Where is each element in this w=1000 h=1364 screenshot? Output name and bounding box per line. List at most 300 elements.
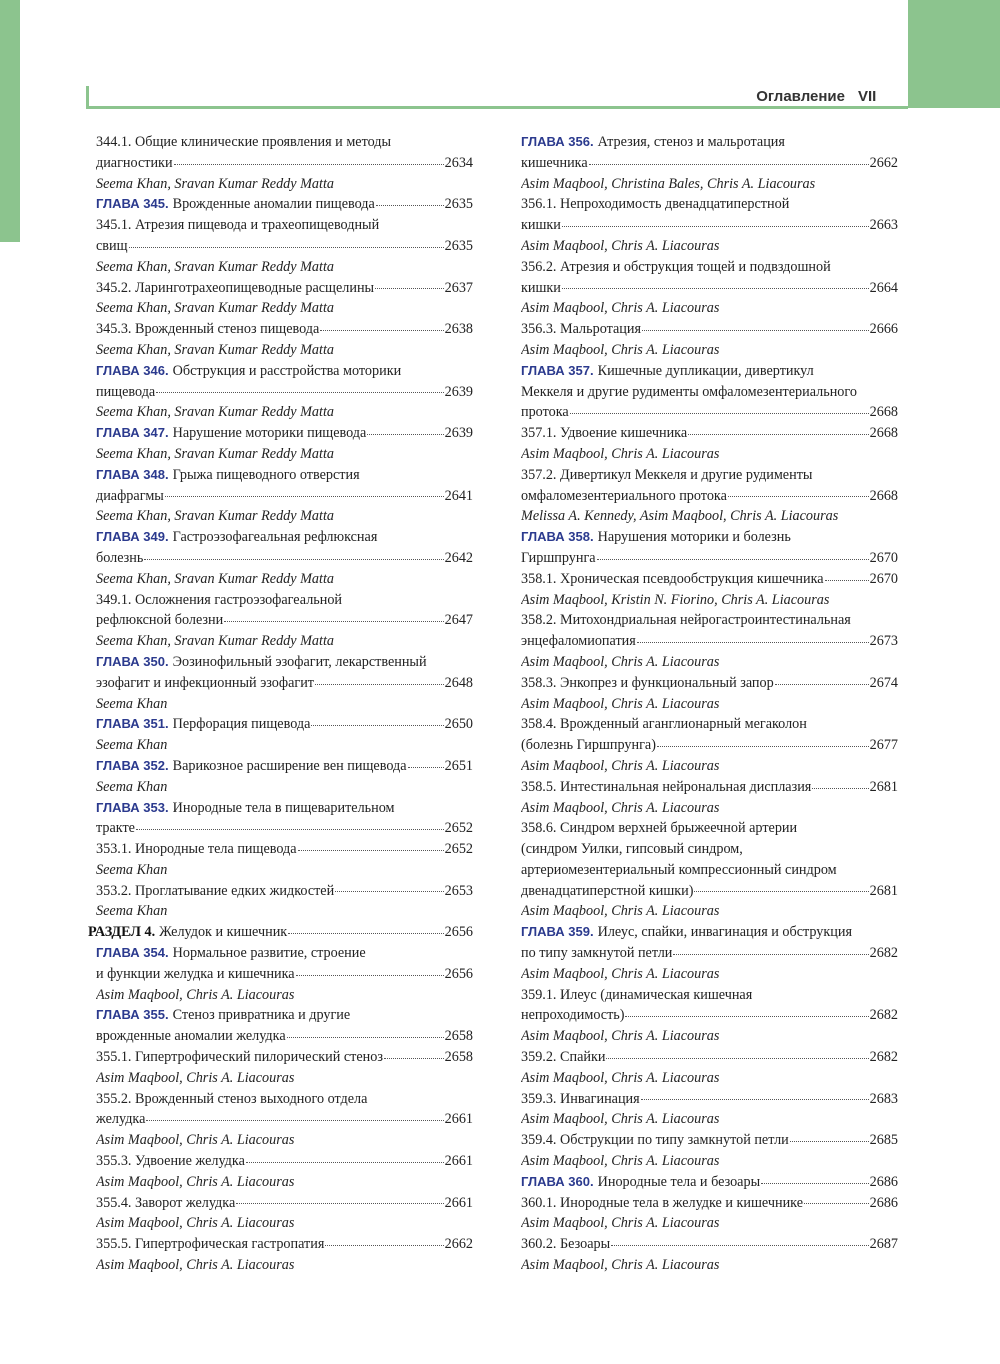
toc-entry[interactable] [521,278,898,299]
entry-title: Атрезия, стеноз и мальротация [597,134,785,150]
toc-entry[interactable] [521,735,898,756]
entry-title: диафрагмы [96,487,164,504]
page-ref: 2683 [869,1090,898,1107]
dot-leader [657,745,869,747]
toc-author [521,444,898,465]
dot-leader [384,1057,444,1059]
chapter-label: ГЛАВА 349. [96,529,169,545]
entry-title: желудка [96,1111,146,1128]
page-ref: 2637 [444,279,473,296]
toc-entry-line [96,943,473,964]
page-ref: 2673 [869,633,898,650]
page-ref: 2670 [869,570,898,587]
dot-leader [224,620,443,622]
entry-title: 358.5. Интестинальная нейрональная дисплазия [521,778,812,795]
chapter-label: ГЛАВА 353. [96,799,169,815]
toc-entry[interactable] [96,1026,473,1047]
toc-author [521,798,898,819]
dot-leader [165,495,444,497]
toc-entry[interactable] [521,1193,898,1214]
toc-entry[interactable] [96,714,473,735]
toc-author [96,298,473,319]
entry-title: 344.1. Общие клинические проявления и методы [96,134,392,150]
dot-leader [562,287,869,289]
chapter-label: ГЛАВА 348. [96,466,169,482]
toc-entry-line [521,985,898,1006]
toc-entry[interactable] [96,319,473,340]
entry-title: 345.1. Атрезия пищевода и трахеопищеводный [96,217,380,234]
toc-entry[interactable] [96,610,473,631]
author-names: Seema Khan [96,695,168,712]
dot-leader [288,932,443,934]
page-ref: 2656 [444,924,473,941]
dot-leader [688,433,868,435]
page-ref: 2635 [444,237,473,254]
toc-author [96,569,473,590]
toc-entry[interactable] [96,1109,473,1130]
dot-leader [287,1036,444,1038]
toc-entry[interactable] [96,839,473,860]
page-ref: 2662 [444,1236,473,1253]
toc-entry-line [521,465,898,486]
page-ref: 2661 [444,1111,473,1128]
author-names: Asim Maqbool, Chris A. Liacouras [521,1069,720,1086]
page-ref: 2668 [869,425,898,442]
entry-title: Эозинофильный эзофагит, лекарственный [172,653,427,670]
entry-title: 355.3. Удвоение желудка [96,1153,245,1170]
dot-leader [408,766,444,768]
toc-entry[interactable] [96,236,473,257]
author-names: Asim Maqbool, Chris A. Liacouras [521,695,720,712]
toc-author [96,402,473,423]
page-ref: 2686 [869,1194,898,1211]
toc-entry[interactable] [521,631,898,652]
dot-leader [775,683,869,685]
chapter-label: ГЛАВА 346. [96,362,169,378]
dot-leader [335,890,443,892]
toc-author [96,631,473,652]
toc-author [96,340,473,361]
author-names: Asim Maqbool, Chris A. Liacouras [96,1132,295,1149]
toc-entry[interactable] [96,1047,473,1068]
chapter-label: ГЛАВА 355. [96,1007,169,1023]
entry-title: омфаломезентериального протока [521,487,727,504]
page-ref: 2647 [444,612,473,629]
page-ref: 2656 [444,965,473,982]
chapter-label: ГЛАВА 360. [521,1173,594,1189]
entry-title: по типу замкнутой петли [521,945,673,962]
author-names: Asim Maqbool, Chris A. Liacouras [521,1215,720,1232]
author-names: Seema Khan [96,737,168,754]
dot-leader [625,1015,868,1017]
toc-entry[interactable] [96,486,473,507]
page-ref: 2681 [869,778,898,795]
entry-title: 357.1. Удвоение кишечника [521,425,688,442]
entry-title: Стеноз привратника и другие [172,1007,351,1024]
entry-title: Обструкция и расстройства моторики [172,362,402,379]
toc-entry[interactable] [96,382,473,403]
entry-title: Грыжа пищеводного отверстия [172,466,360,483]
toc-entry-line [521,132,898,153]
dot-leader [597,558,869,560]
entry-title: и функции желудка и кишечника [96,965,295,982]
toc-section[interactable] [88,922,473,943]
dot-leader [298,849,444,851]
toc-author [96,985,473,1006]
dot-leader [320,329,443,331]
toc-author [96,1130,473,1151]
page-ref: 2642 [444,549,473,566]
toc-entry[interactable] [521,1234,898,1255]
toc-entry-line [521,257,898,278]
toc-entry-line [96,1089,473,1110]
toc-author [521,1213,898,1234]
toc-author [521,964,898,985]
toc-author [521,1068,898,1089]
toc-entry[interactable] [521,777,898,798]
entry-title: кишечника [521,154,588,171]
author-names: Seema Khan [96,903,168,920]
toc-column-right [521,132,898,1276]
page-ref: 2651 [444,757,473,774]
toc-entry-line [96,361,473,382]
dot-leader [790,1140,869,1142]
toc-entry-line [521,527,898,548]
entry-title: кишки [521,217,561,234]
page-ref: 2650 [444,716,473,733]
author-names: Asim Maqbool, Chris A. Liacouras [521,237,720,254]
entry-title: пищевода [96,383,156,400]
author-names: Asim Maqbool, Chris A. Liacouras [521,300,720,317]
author-names: Asim Maqbool, Chris A. Liacouras [521,757,720,774]
entry-title: Инородные тела и безоары [597,1173,761,1190]
author-names: Seema Khan [96,861,168,878]
author-names: Asim Maqbool, Chris A. Liacouras [521,965,720,982]
entry-title: Илеус, спайки, инвагинация и обструкция [597,924,853,941]
toc-author [96,694,473,715]
author-names: Asim Maqbool, Chris A. Liacouras [96,1215,295,1232]
page-ref: 2641 [444,487,473,504]
entry-title: Нормальное развитие, строение [172,945,366,962]
entry-title: 353.2. Проглатывание едких жидкостей [96,882,335,899]
author-names: Asim Maqbool, Chris A. Liacouras [521,1257,720,1274]
entry-title: Меккеля и другие рудименты омфаломезентериального [521,383,857,400]
dot-leader [367,433,443,435]
entry-title: 345.3. Врожденный стеноз пищевода [96,321,320,338]
dot-leader [296,974,444,976]
author-names: Seema Khan, Sravan Kumar Reddy Matta [96,300,335,317]
dot-leader [376,204,444,206]
page-ref: 2639 [444,425,473,442]
author-names: Asim Maqbool, Chris A. Liacouras [521,445,720,462]
page-ref: 2662 [869,154,898,171]
chapter-label: ГЛАВА 356. [521,134,594,149]
dot-leader [804,1202,869,1204]
entry-title: 358.2. Митохондриальная нейрогастроинтестинальная [521,612,851,629]
toc-entry[interactable] [521,943,898,964]
toc-entry[interactable] [521,1047,898,1068]
entry-title: 355.5. Гипертрофическая гастропатия [96,1236,325,1253]
entry-title: 359.1. Илеус (динамическая кишечная [521,986,753,1003]
entry-title: 359.3. Инвагинация [521,1090,640,1107]
toc-entry[interactable] [521,153,898,174]
entry-title: протока [521,404,569,421]
toc-entry[interactable] [521,319,898,340]
toc-entry-line [521,194,898,215]
toc-entry[interactable] [521,881,898,902]
author-names: Asim Maqbool, Kristin N. Fiorino, Chris A. Liacouras [521,591,830,608]
entry-title: 355.4. Заворот желудка [96,1194,236,1211]
toc-entry[interactable] [96,548,473,569]
page-ref: 2653 [444,882,473,899]
entry-title: 356.1. Непроходимость двенадцатиперстной [521,196,790,213]
author-names: Seema Khan, Sravan Kumar Reddy Matta [96,404,335,421]
dot-leader [315,683,444,685]
entry-title: 357.2. Дивертикул Меккеля и другие рудименты [521,466,813,483]
section-label: РАЗДЕЛ 4. [88,924,156,941]
toc-author [96,506,473,527]
toc-entry[interactable] [96,964,473,985]
section-title: Желудок и кишечник [159,924,288,941]
toc-entry[interactable] [96,153,473,174]
toc-entry[interactable] [521,215,898,236]
author-names: Asim Maqbool, Chris A. Liacouras [521,1111,720,1128]
toc-author [96,1213,473,1234]
toc-entry[interactable] [96,818,473,839]
page-ref: 2682 [869,1007,898,1024]
dot-leader [174,163,444,165]
entry-title: рефлюксной болезни [96,612,224,629]
dot-leader [236,1202,443,1204]
entry-title: 359.4. Обструкции по типу замкнутой петли [521,1132,789,1149]
dot-leader [146,1119,443,1121]
toc-entry[interactable] [96,423,473,444]
toc-entry-line [521,714,898,735]
green-edge-left [0,0,20,242]
entry-title: двенадцатиперстной кишки) [521,882,694,899]
dot-leader [812,787,868,789]
entry-title: 358.1. Хроническая псевдообструкция кишечника [521,570,824,587]
dot-leader [694,890,868,892]
dot-leader [673,953,868,955]
author-names: Seema Khan, Sravan Kumar Reddy Matta [96,508,335,525]
entry-title: 355.2. Врожденный стеноз выходного отдела [96,1090,368,1107]
entry-title: 358.4. Врожденный аганглионарный мегаколон [521,716,807,733]
page-ref: 2661 [444,1194,473,1211]
entry-title: 358.6. Синдром верхней брыжеечной артерии [521,820,798,837]
dot-leader [589,163,869,165]
green-edge-right [908,0,1000,108]
toc-entry-line [521,860,898,881]
entry-title: Перфорация пищевода [172,716,311,733]
toc-entry[interactable] [96,1193,473,1214]
toc-entry-line [96,132,473,153]
entry-title: 349.1. Осложнения гастроэзофагеальной [96,591,343,608]
page-ref: 2670 [869,549,898,566]
chapter-label: ГЛАВА 347. [96,425,169,441]
page-number: VII [858,88,877,105]
toc-entry[interactable] [96,756,473,777]
dot-leader [606,1057,868,1059]
author-names: Seema Khan [96,778,168,795]
entry-title: 353.1. Инородные тела пищевода [96,841,297,858]
chapter-label: ГЛАВА 358. [521,529,594,545]
dot-leader [311,724,443,726]
toc-entry[interactable] [96,1234,473,1255]
author-names: Seema Khan, Sravan Kumar Reddy Matta [96,445,335,462]
chapter-label: ГЛАВА 351. [96,716,169,732]
page-ref: 2664 [869,279,898,296]
toc-entry[interactable] [96,1151,473,1172]
author-names: Seema Khan, Sravan Kumar Reddy Matta [96,633,335,650]
author-names: Seema Khan, Sravan Kumar Reddy Matta [96,175,335,192]
dot-leader [156,391,443,393]
dot-leader [825,579,869,581]
toc-author [521,340,898,361]
toc-entry[interactable] [96,881,473,902]
entry-title: свищ [96,237,128,254]
dot-leader [136,828,444,830]
toc-author [96,1068,473,1089]
toc-entry[interactable] [521,673,898,694]
entry-title: врожденные аномалии желудка [96,1028,286,1045]
chapter-label: ГЛАВА 357. [521,362,594,378]
author-names: Asim Maqbool, Chris A. Liacouras [521,341,720,358]
entry-title: (болезнь Гиршпрунга) [521,737,656,754]
page-ref: 2661 [444,1153,473,1170]
page-ref: 2677 [869,737,898,754]
toc-entry-line [96,798,473,819]
toc-entry[interactable] [521,1005,898,1026]
toc-entry-line [96,465,473,486]
toc-author [96,777,473,798]
author-names: Seema Khan, Sravan Kumar Reddy Matta [96,570,335,587]
entry-title: Гиршпрунга [521,549,596,566]
entry-title: Инородные тела в пищеварительном [172,799,395,816]
page-ref: 2638 [444,321,473,338]
toc-column-left [88,132,473,1276]
toc-author [521,694,898,715]
entry-title: 345.2. Ларинготрахеопищеводные расщелины [96,279,375,296]
toc-author [521,756,898,777]
page-ref: 2648 [444,674,473,691]
page-ref: 2658 [444,1028,473,1045]
dot-leader [562,225,869,227]
toc-author [96,1255,473,1276]
entry-title: непроходимость) [521,1007,625,1024]
author-names: Melissa A. Kennedy, Asim Maqbool, Chris A. Liacouras [521,508,839,525]
toc-entry[interactable] [521,402,898,423]
entry-title: болезнь [96,549,144,566]
toc-entry[interactable] [521,569,898,590]
entry-title: кишки [521,279,561,296]
toc-entry-line [96,215,473,236]
toc-entry-line [521,922,898,943]
dot-leader [570,412,869,414]
toc-author [521,236,898,257]
author-names: Asim Maqbool, Chris A. Liacouras [521,1028,720,1045]
toc-entry-line [521,610,898,631]
author-names: Asim Maqbool, Christina Bales, Chris A. Liacouras [521,175,816,192]
page-ref: 2682 [869,945,898,962]
dot-leader [728,495,869,497]
dot-leader [129,246,444,248]
dot-leader [642,329,869,331]
toc-entry-line [96,1005,473,1026]
entry-title: 355.1. Гипертрофический пилорический стеноз [96,1049,383,1066]
toc-entry[interactable] [521,548,898,569]
entry-title: диагностики [96,154,173,171]
toc-entry-line [521,382,898,403]
page-ref: 2681 [869,882,898,899]
entry-title: 356.3. Мальротация [521,321,641,338]
toc-entry[interactable] [96,673,473,694]
dot-leader [375,287,444,289]
page-ref: 2674 [869,674,898,691]
toc-entry[interactable] [96,194,473,215]
page-ref: 2658 [444,1049,473,1066]
page-ref: 2634 [444,154,473,171]
toc-author [521,1026,898,1047]
author-names: Asim Maqbool, Chris A. Liacouras [521,903,720,920]
toc-author [96,901,473,922]
toc-entry[interactable] [521,423,898,444]
toc-entry-line [96,652,473,673]
author-names: Seema Khan, Sravan Kumar Reddy Matta [96,341,335,358]
toc-entry[interactable] [96,278,473,299]
toc-entry[interactable] [521,1130,898,1151]
header-rule [88,106,908,109]
entry-title: 359.2. Спайки [521,1049,606,1066]
entry-title: Врожденные аномалии пищевода [172,196,375,213]
entry-title: Гастроэзофагеальная рефлюксная [172,529,378,546]
toc-author [521,901,898,922]
entry-title: эзофагит и инфекционный эзофагит [96,674,315,691]
page-ref: 2668 [869,404,898,421]
page-ref: 2652 [444,841,473,858]
page-ref: 2663 [869,217,898,234]
dot-leader [641,1098,869,1100]
page-ref: 2685 [869,1132,898,1149]
chapter-label: ГЛАВА 352. [96,757,169,773]
toc-author [521,1109,898,1130]
toc-entry-line [521,818,898,839]
entry-title: тракте [96,820,135,837]
author-names: Asim Maqbool, Chris A. Liacouras [96,1069,295,1086]
toc-entry[interactable] [521,1172,898,1193]
toc-author [96,174,473,195]
toc-entry[interactable] [521,1089,898,1110]
toc-entry[interactable] [521,486,898,507]
author-names: Asim Maqbool, Chris A. Liacouras [96,1173,295,1190]
chapter-label: ГЛАВА 350. [96,653,169,669]
author-names: Asim Maqbool, Chris A. Liacouras [521,1153,720,1170]
toc-author [521,506,898,527]
toc-author [521,174,898,195]
entry-title: 360.1. Инородные тела в желудке и кишечнике [521,1194,804,1211]
page-ref: 2666 [869,321,898,338]
author-names: Asim Maqbool, Chris A. Liacouras [521,799,720,816]
dot-leader [325,1244,443,1246]
entry-title: (синдром Уилки, гипсовый синдром, [521,841,743,858]
toc-entry-line [521,361,898,382]
toc-entry-line [96,590,473,611]
entry-title: 356.2. Атрезия и обструкция тощей и подвздошной [521,258,831,275]
toc-author [521,1151,898,1172]
author-names: Seema Khan, Sravan Kumar Reddy Matta [96,258,335,275]
page-ref: 2668 [869,487,898,504]
entry-title: Кишечные дупликации, дивертикул [597,362,814,379]
